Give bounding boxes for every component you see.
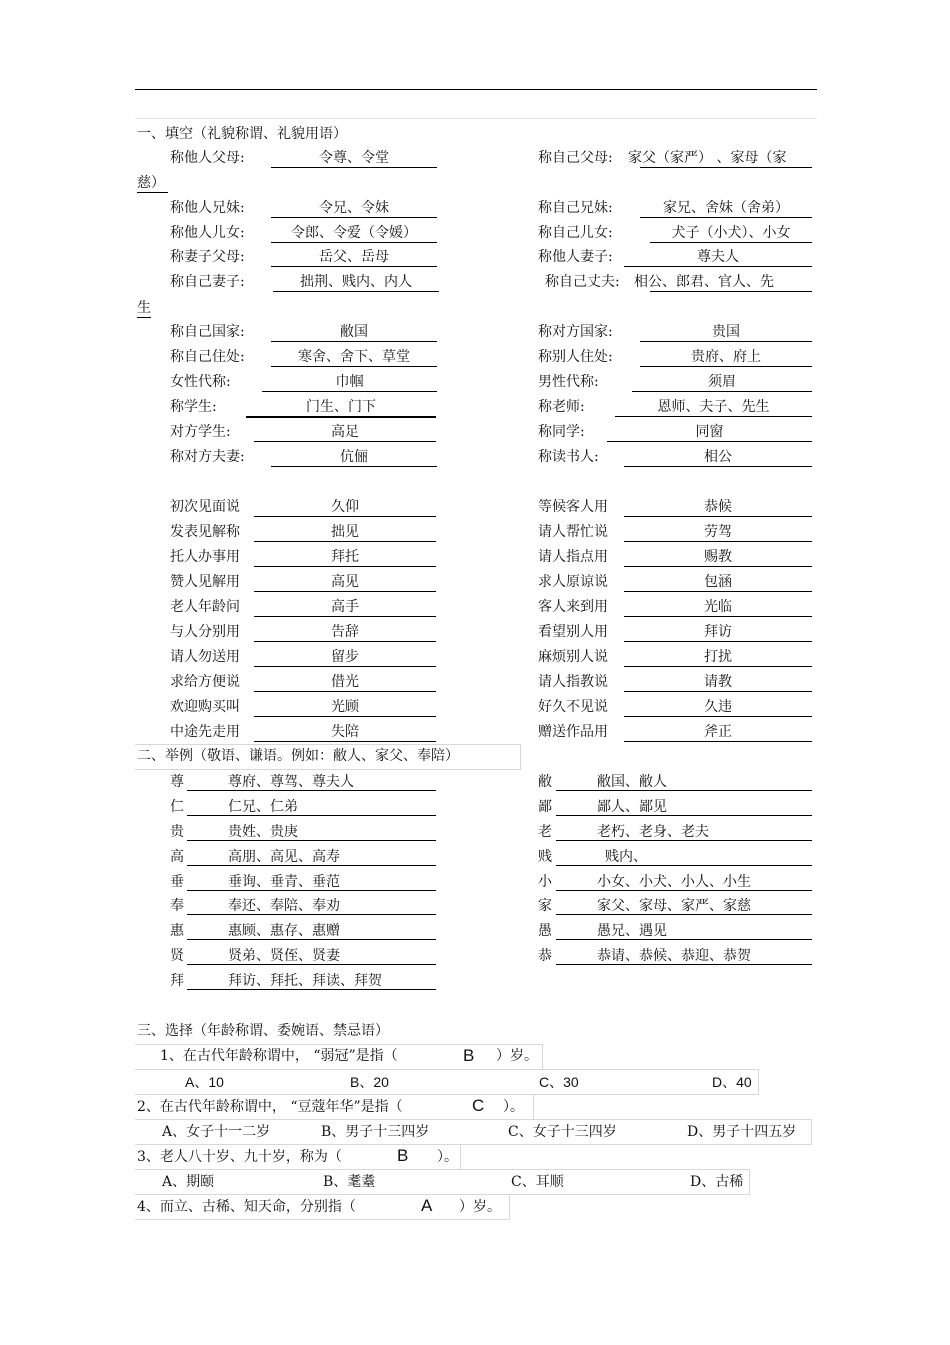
s1-row7-right-answer: 贵府、府上 xyxy=(640,348,812,367)
s2-row4-left-char: 高 xyxy=(170,849,184,865)
s1-row7-right-label: 称别人住处: xyxy=(538,349,613,365)
s1-row1-right-label: 称自己父母: xyxy=(538,150,613,166)
q1-stem: 1、在古代年龄称谓中， “弱冠”是指（ xyxy=(160,1048,398,1064)
s2-row8-right-char: 恭 xyxy=(538,948,552,964)
s1-row1-right-underline xyxy=(640,167,812,168)
q3-suffix: ）。 xyxy=(437,1149,458,1165)
phrase10-left-answer: 失陪 xyxy=(254,723,436,742)
s1-row9-right-answer: 恩师、夫子、先生 xyxy=(615,398,812,417)
q1-option-c: C、30 xyxy=(539,1074,579,1090)
q1-suffix: ）岁。 xyxy=(496,1048,538,1064)
phrase8-right-answer: 请教 xyxy=(624,673,812,692)
q1-option-a: A、10 xyxy=(185,1074,224,1090)
q4-stem: 4、而立、古稀、知天命，分别指（ xyxy=(137,1199,356,1215)
phrase8-right-label: 请人指教说 xyxy=(538,674,608,690)
section2-heading: 二、举例（敬语、谦语。例如：敝人、家父、奉陪） xyxy=(137,748,459,764)
s2-row5-left-char: 垂 xyxy=(170,874,184,890)
q4-suffix: ）岁。 xyxy=(459,1199,501,1215)
s1-row9-left-label: 称学生: xyxy=(170,399,217,415)
s2-row1-right-underline xyxy=(556,790,812,791)
phrase4-right-label: 求人原谅说 xyxy=(538,574,608,590)
q3-option-b: B、耄耋 xyxy=(323,1174,376,1190)
s1-row7-left-answer: 寒舍、舍下、草堂 xyxy=(271,348,437,367)
s1-row1-wrap: 慈） xyxy=(137,175,165,191)
s2-row7-right-underline xyxy=(556,939,812,940)
s1-row5-wrap: 生 xyxy=(137,300,151,316)
s2-row3-left-underline xyxy=(187,840,436,841)
phrase5-left-answer: 高手 xyxy=(254,598,436,617)
s2-row5-right-answer: 小女、小犬、小人、小生 xyxy=(597,874,751,890)
s1-row5-left-answer: 拙荆、贱内、内人 xyxy=(273,273,439,292)
q4-answer: A xyxy=(421,1196,433,1215)
q2-answer: C xyxy=(472,1096,485,1115)
phrase3-right-label: 请人指点用 xyxy=(538,549,608,565)
s1-row9-left-answer: 门生、门下 xyxy=(246,398,436,418)
s2-row9-left-answer: 拜访、拜托、拜读、拜贺 xyxy=(228,973,382,989)
q1-option-d: D、40 xyxy=(712,1074,752,1090)
s1-row5-right-label: 称自己丈夫: xyxy=(545,274,620,290)
s1-row8-right-label: 男性代称: xyxy=(538,374,599,390)
phrase1-right-label: 等候客人用 xyxy=(538,499,608,515)
phrase7-right-label: 麻烦别人说 xyxy=(538,649,608,665)
q1-answer: B xyxy=(463,1046,475,1065)
phrase4-left-label: 赞人见解用 xyxy=(170,574,240,590)
s1-row9-right-label: 称老师: xyxy=(538,399,585,415)
phrase1-right-answer: 恭候 xyxy=(624,498,812,517)
s2-row3-right-answer: 老朽、老身、老夫 xyxy=(597,824,709,840)
q3-option-a: A、期颐 xyxy=(162,1174,215,1190)
s2-row3-right-char: 老 xyxy=(538,824,552,840)
s1-row4-left-answer: 岳父、岳母 xyxy=(271,248,437,267)
q3-option-c: C、耳顺 xyxy=(511,1174,564,1190)
q2-option-c: C、女子十三四岁 xyxy=(508,1124,617,1140)
s1-row8-right-answer: 须眉 xyxy=(632,373,812,392)
faint-guide xyxy=(135,118,817,119)
s1-row6-left-answer: 敝国 xyxy=(271,323,437,342)
q2-suffix: ）。 xyxy=(503,1099,524,1115)
s1-row11-right-label: 称读书人: xyxy=(538,449,599,465)
phrase3-left-label: 托人办事用 xyxy=(170,549,240,565)
s1-row2-right-answer: 家兄、舍妹（舍弟） xyxy=(640,199,812,218)
s2-row8-left-answer: 贤弟、贤侄、贤妻 xyxy=(228,948,340,964)
q3-answer: B xyxy=(397,1146,409,1165)
s1-row1-right-answer: 家父（家严） 、家母（家 xyxy=(628,150,787,166)
s2-row5-left-answer: 垂询、垂青、垂范 xyxy=(228,874,340,890)
phrase6-left-answer: 告辞 xyxy=(254,623,436,642)
s2-row2-right-answer: 鄙人、鄙见 xyxy=(597,799,667,815)
phrase4-right-answer: 包涵 xyxy=(624,573,812,592)
q2-option-a: A、女子十一二岁 xyxy=(162,1124,271,1140)
phrase3-right-answer: 赐教 xyxy=(624,548,812,567)
phrase5-right-label: 客人来到用 xyxy=(538,599,608,615)
q3-stem: 3、老人八十岁、九十岁，称为（ xyxy=(137,1149,342,1165)
phrase8-left-answer: 借光 xyxy=(254,673,436,692)
s1-row3-left-label: 称他人儿女: xyxy=(170,225,245,241)
s2-row4-right-answer: 贱内、 xyxy=(605,849,647,865)
s2-row2-right-underline xyxy=(556,815,812,816)
s1-row3-right-label: 称自己儿女: xyxy=(538,225,613,241)
s1-row4-left-label: 称妻子父母: xyxy=(170,249,245,265)
s1-row10-left-label: 对方学生: xyxy=(170,424,231,440)
s2-row2-left-answer: 仁兄、仁弟 xyxy=(228,799,298,815)
s2-row1-right-answer: 敝国、敝人 xyxy=(597,774,667,790)
section3-heading: 三、选择（年龄称谓、委婉语、禁忌语） xyxy=(137,1023,389,1039)
section1-heading: 一、填空（礼貌称谓、礼貌用语） xyxy=(137,126,347,142)
s1-row6-right-label: 称对方国家: xyxy=(538,324,613,340)
phrase8-left-label: 求给方便说 xyxy=(170,674,240,690)
s2-row2-right-char: 鄙 xyxy=(538,799,552,815)
phrase5-right-answer: 光临 xyxy=(624,598,812,617)
phrase6-right-label: 看望别人用 xyxy=(538,624,608,640)
s1-row8-left-answer: 巾帼 xyxy=(262,373,437,392)
s2-row3-left-char: 贵 xyxy=(170,824,184,840)
phrase7-right-answer: 打扰 xyxy=(624,648,812,667)
phrase9-left-label: 欢迎购买叫 xyxy=(170,699,240,715)
phrase9-right-answer: 久违 xyxy=(624,698,812,717)
s1-row10-right-label: 称同学: xyxy=(538,424,585,440)
s2-row5-right-char: 小 xyxy=(538,874,552,890)
s2-row2-left-char: 仁 xyxy=(170,799,184,815)
s2-row6-left-answer: 奉还、奉陪、奉劝 xyxy=(228,898,340,914)
phrase6-left-label: 与人分别用 xyxy=(170,624,240,640)
s1-row2-right-label: 称自己兄妹: xyxy=(538,200,613,216)
s2-row7-left-char: 惠 xyxy=(170,923,184,939)
s1-row5-left-label: 称自己妻子: xyxy=(170,274,245,290)
s1-row3-left-answer: 令郎、令爱（令媛） xyxy=(271,224,437,243)
q2-option-b: B、男子十三四岁 xyxy=(321,1124,430,1140)
s2-row1-left-char: 尊 xyxy=(170,774,184,790)
s2-row4-right-char: 贱 xyxy=(538,849,552,865)
phrase9-left-answer: 光顾 xyxy=(254,698,436,717)
s1-row1-wrap-underline xyxy=(137,192,168,193)
q3-option-d: D、古稀 xyxy=(690,1174,744,1190)
phrase10-right-label: 赠送作品用 xyxy=(538,724,608,740)
s2-row1-right-char: 敝 xyxy=(538,774,552,790)
q2-stem: 2、在古代年龄称谓中， “豆蔻年华”是指（ xyxy=(137,1099,403,1115)
phrase2-right-answer: 劳驾 xyxy=(624,523,812,542)
s2-row2-left-underline xyxy=(187,815,436,816)
phrase1-left-label: 初次见面说 xyxy=(170,499,240,515)
s2-row7-right-char: 愚 xyxy=(538,923,552,939)
s1-row11-left-label: 称对方夫妻: xyxy=(170,449,245,465)
s2-row7-left-answer: 惠顾、惠存、惠赠 xyxy=(228,923,340,939)
s2-row4-left-answer: 高朋、高见、高寿 xyxy=(228,849,340,865)
q1-options-box xyxy=(135,1069,759,1095)
s1-row3-right-answer: 犬子（小犬）、小女 xyxy=(650,224,812,243)
s2-row9-left-char: 拜 xyxy=(170,973,184,989)
phrase7-left-answer: 留步 xyxy=(254,648,436,667)
phrase4-left-answer: 高见 xyxy=(254,573,436,592)
s1-row2-left-answer: 令兄、令妹 xyxy=(271,199,437,218)
phrase10-right-answer: 斧正 xyxy=(624,723,812,742)
s2-row4-right-underline xyxy=(556,865,812,866)
s1-row2-left-label: 称他人兄妹: xyxy=(170,200,245,216)
s2-row1-left-answer: 尊府、尊驾、尊夫人 xyxy=(228,774,354,790)
s1-row4-right-label: 称他人妻子: xyxy=(538,249,613,265)
phrase2-right-label: 请人帮忙说 xyxy=(538,524,608,540)
q2-option-d: D、男子十四五岁 xyxy=(687,1124,797,1140)
phrase3-left-answer: 拜托 xyxy=(254,548,436,567)
phrase2-left-label: 发表见解称 xyxy=(170,524,240,540)
s1-row5-right-underline xyxy=(650,291,812,292)
q1-option-b: B、20 xyxy=(350,1074,389,1090)
s1-row4-right-answer: 尊夫人 xyxy=(624,248,812,267)
s1-row11-right-answer: 相公 xyxy=(624,448,812,467)
s1-row10-left-answer: 高足 xyxy=(254,423,436,442)
s1-row5-right-answer: 相公、郎君、官人、先 xyxy=(634,274,774,290)
s1-row6-left-label: 称自己国家: xyxy=(170,324,245,340)
s1-row5-wrap-underline xyxy=(137,317,151,318)
s1-row6-right-answer: 贵国 xyxy=(640,323,812,342)
s2-row7-right-answer: 愚兄、遇见 xyxy=(597,923,667,939)
header-rule xyxy=(135,89,817,90)
s2-row8-left-char: 贤 xyxy=(170,948,184,964)
s1-row1-left-answer: 令尊、令堂 xyxy=(271,149,437,168)
s1-row7-left-label: 称自己住处: xyxy=(170,349,245,365)
s2-row3-left-answer: 贵姓、贵庚 xyxy=(228,824,298,840)
phrase2-left-answer: 拙见 xyxy=(254,523,436,542)
phrase5-left-label: 老人年龄问 xyxy=(170,599,240,615)
s1-row8-left-label: 女性代称: xyxy=(170,374,231,390)
s2-row6-right-char: 家 xyxy=(538,898,552,914)
phrase7-left-label: 请人勿送用 xyxy=(170,649,240,665)
phrase1-left-answer: 久仰 xyxy=(254,498,436,517)
phrase9-right-label: 好久不见说 xyxy=(538,699,608,715)
phrase6-right-answer: 拜访 xyxy=(624,623,812,642)
s1-row11-left-answer: 伉俪 xyxy=(271,448,437,467)
s1-row10-right-answer: 同窗 xyxy=(607,423,812,442)
q3-options-box xyxy=(135,1169,750,1195)
phrase10-left-label: 中途先走用 xyxy=(170,724,240,740)
s2-row8-right-answer: 恭请、恭候、恭迎、恭贺 xyxy=(597,948,751,964)
s1-row1-left-label: 称他人父母: xyxy=(170,150,245,166)
s2-row6-left-char: 奉 xyxy=(170,898,184,914)
s2-row6-right-answer: 家父、家母、家严、家慈 xyxy=(597,898,751,914)
